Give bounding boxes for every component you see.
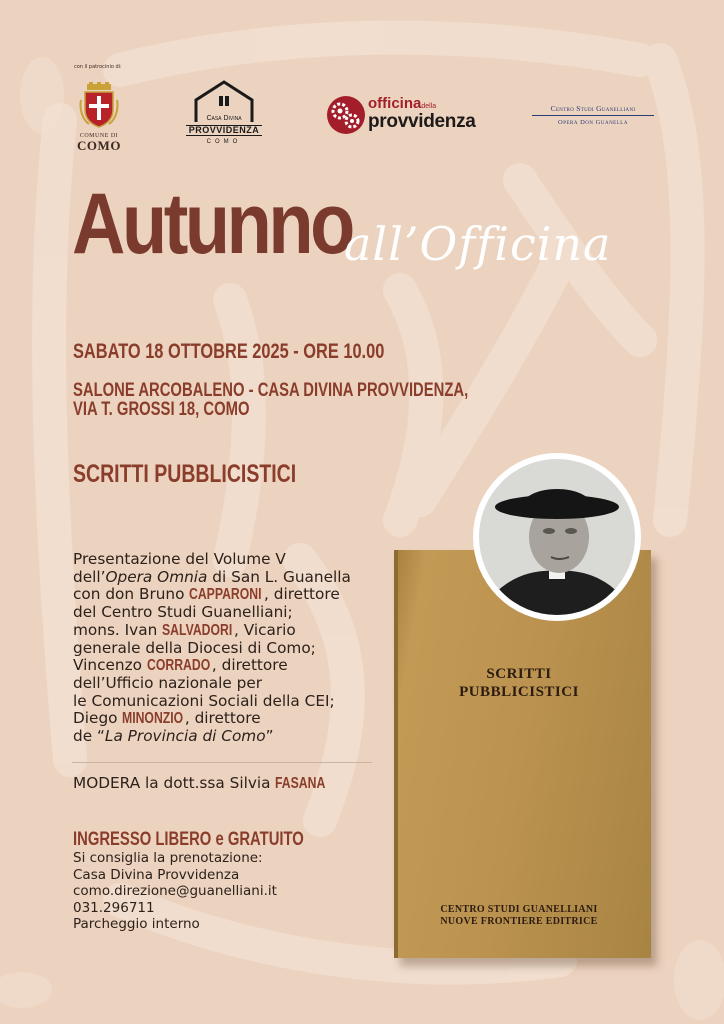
book-title <box>414 665 624 701</box>
desc-line-6: generale della Diocesi di Como; <box>73 638 316 657</box>
title-main: Autunno <box>72 176 352 272</box>
speaker-corrado: CORRADO <box>146 657 211 675</box>
contact-phone[interactable]: 031.296711 <box>73 899 155 916</box>
desc-line-11: de “La Provincia di Como” <box>73 727 274 746</box>
title-script: all’Officina <box>344 217 612 271</box>
officina-word2: della <box>421 103 437 110</box>
comune-di-como-logo <box>76 82 122 153</box>
book-publisher-line2: NUOVE FRONTIERE EDITRICE <box>440 916 598 927</box>
officina-della-provvidenza-logo <box>326 94 476 136</box>
desc-line-4: del Centro Studi Guanelliani; <box>73 603 293 622</box>
free-entry-heading: INGRESSO LIBERO e GRATUITO <box>73 829 304 850</box>
book-spine <box>394 550 398 958</box>
priest-portrait-image <box>479 459 635 615</box>
desc-line-9: le Comunicazioni Sociali della CEI; <box>73 691 335 710</box>
centro-line2: Opera Don Guanella <box>558 119 628 126</box>
book-publisher-line1: CENTRO STUDI GUANELLIANI <box>440 904 598 915</box>
book-publisher <box>414 904 624 928</box>
casa-line3: COMO <box>206 139 242 145</box>
comune-line1: COMUNE DI <box>79 133 119 139</box>
officina-word1: officina <box>368 95 422 112</box>
gears-icon <box>326 95 366 135</box>
venue-line1: SALONE ARCOBALENO - CASA DIVINA PROVVIDENZA, <box>73 380 469 401</box>
desc-line-5: mons. Ivan SALVADORI , Vicario <box>73 620 296 639</box>
casa-line2: PROVVIDENZA <box>186 125 262 136</box>
info-line5: Parcheggio interno <box>73 916 200 932</box>
speaker-capparoni: CAPPARONI <box>189 586 262 604</box>
desc-line-10: Diego MINONZIO, direttore <box>73 709 261 728</box>
desc-line-3: con don Bruno CAPPARONI , direttore <box>73 585 340 604</box>
comune-line2: COMO <box>77 138 121 153</box>
booking-info <box>73 850 277 933</box>
opera-omnia-italic: Opera Omnia <box>105 567 208 586</box>
book-title-line2: PUBBLICISTICI <box>459 684 579 700</box>
newspaper-italic: La Provincia di Como <box>104 727 266 746</box>
officina-word3: provvidenza <box>368 111 476 132</box>
venue-line2: VIA T. GROSSI 18, COMO <box>73 399 250 420</box>
info-line1: Si consiglia la prenotazione: <box>73 850 263 866</box>
contact-email[interactable]: como.direzione@guanelliani.it <box>73 883 277 899</box>
como-coat-of-arms-icon <box>79 82 119 128</box>
centro-studi-guanelliani-logo <box>532 104 654 126</box>
moderator-line: MODERA la dott.ssa Silvia FASANA <box>73 774 326 792</box>
presentation-description <box>73 551 403 746</box>
speaker-salvadori: SALVADORI <box>162 621 233 639</box>
event-subject: SCRITTI PUBBLICISTICI <box>73 460 297 488</box>
desc-line-8: dell’Ufficio nazionale per <box>73 673 263 692</box>
portrait-photo <box>473 453 641 621</box>
info-line2: Casa Divina Provvidenza <box>73 866 240 883</box>
moderator-fasana: FASANA <box>275 775 326 792</box>
book-title-line1: SCRITTI <box>486 666 552 682</box>
speaker-minonzio: MINONZIO <box>122 710 184 728</box>
divider <box>72 762 372 763</box>
event-date: SABATO 18 OTTOBRE 2025 - ORE 10.00 <box>73 340 385 363</box>
desc-line-7: Vincenzo CORRADO , direttore <box>73 656 288 675</box>
casa-divina-provvidenza-logo <box>180 80 268 152</box>
casa-line1: Casa Divina <box>206 115 242 122</box>
centro-line1: Centro Studi Guanelliani <box>532 104 654 116</box>
desc-line-2: dell’Opera Omnia di San L. Guanella <box>73 567 351 586</box>
desc-line-1: Presentazione del Volume V <box>73 550 286 568</box>
patronage-label: con il patrocinio di: <box>74 64 122 70</box>
event-venue <box>73 381 468 419</box>
